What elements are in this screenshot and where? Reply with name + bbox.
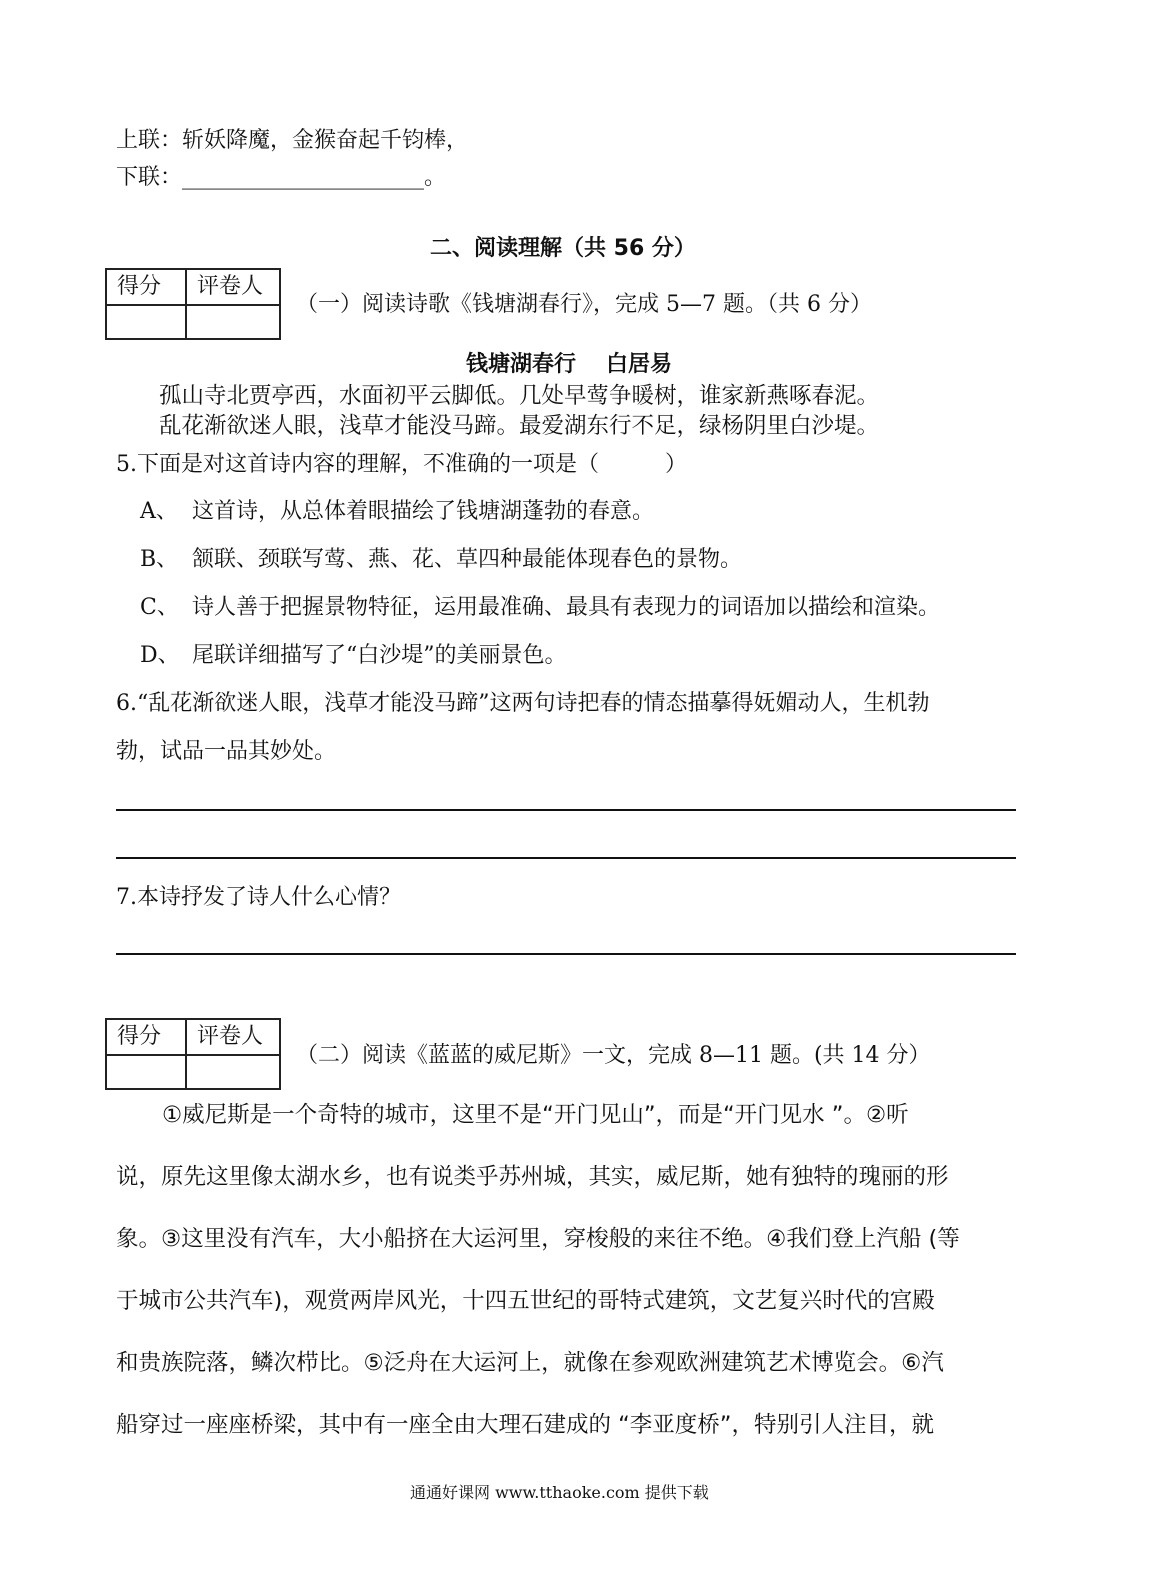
- passage: [116, 1084, 1016, 1456]
- q5-option-c: [140, 593, 940, 623]
- page-footer: 通通好课网 www.tthaoke.com 提供下载: [410, 1483, 709, 1502]
- passage-line: 象。③这里没有汽车，大小船挤在大运河里，穿梭般的来往不绝。④我们登上汽船 (等: [116, 1226, 960, 1252]
- option-key: B、: [140, 547, 179, 572]
- passage-line: ①威尼斯是一个奇特的城市，这里不是“开门见山”，而是“开门见水 ”。②听: [162, 1102, 909, 1128]
- couplet-lower-blank: ______________________: [182, 165, 425, 190]
- q6-answer-line-1[interactable]: [116, 809, 1016, 811]
- couplet-lower-label: 下联：: [116, 165, 183, 190]
- q5-option-b: [140, 545, 742, 575]
- passage-line: 说，原先这里像太湖水乡，也有说类乎苏州城，其实，威尼斯，她有独特的瑰丽的形: [116, 1164, 949, 1190]
- score-label: 得分: [117, 274, 162, 299]
- q6-answer-line-2[interactable]: [116, 857, 1016, 859]
- q5-stem: 5.下面是对这首诗内容的理解，不准确的一项是（ ）: [116, 452, 687, 477]
- passage-line: 船穿过一座座桥梁，其中有一座全由大理石建成的 “李亚度桥”，特别引人注目，就: [116, 1412, 934, 1438]
- q6-line-1: 6.“乱花渐欲迷人眼，浅草才能没马蹄”这两句诗把春的情态描摹得妩媚动人，生机勃: [116, 691, 930, 716]
- grader-label: 评卷人: [197, 1024, 264, 1049]
- option-key: A、: [140, 499, 178, 524]
- score-box-1: [105, 268, 281, 340]
- poem-title: 钱塘湖春行: [466, 352, 577, 377]
- option-text: 这首诗，从总体着眼描绘了钱塘湖蓬勃的春意。: [192, 499, 655, 524]
- option-key: C、: [140, 595, 179, 620]
- q5-option-a: [140, 497, 654, 527]
- couplet-upper: 上联：斩妖降魔，金猴奋起千钧棒，: [116, 128, 469, 153]
- option-text: 诗人善于把握景物特征，运用最准确、最具有表现力的词语加以描绘和渲染。: [192, 595, 941, 620]
- poem-author: 白居易: [606, 352, 673, 377]
- score-box-2: [105, 1018, 281, 1090]
- q5-option-d: [140, 641, 567, 671]
- score-label: 得分: [117, 1024, 162, 1049]
- section-title: 二、阅读理解（共 56 分）: [430, 236, 696, 261]
- q6-line-2: 勃，试品一品其妙处。: [116, 739, 337, 764]
- poem-heading: [466, 350, 672, 380]
- part1-intro: （一）阅读诗歌《钱塘湖春行》，完成 5—7 题。（共 6 分）: [296, 292, 872, 317]
- passage-line: 和贵族院落，鳞次栉比。⑤泛舟在大运河上，就像在参观欧洲建筑艺术博览会。⑥汽: [116, 1350, 944, 1376]
- poem-line-2: 乱花渐欲迷人眼，浅草才能没马蹄。最爱湖东行不足，绿杨阴里白沙堤。: [159, 413, 880, 439]
- q7-answer-line[interactable]: [116, 953, 1016, 955]
- couplet-lower: [116, 163, 446, 193]
- passage-line: 于城市公共汽车)，观赏两岸风光，十四五世纪的哥特式建筑，文艺复兴时代的宫殿: [116, 1288, 935, 1314]
- q7-stem: 7.本诗抒发了诗人什么心情？: [116, 885, 401, 910]
- option-text: 颔联、颈联写莺、燕、花、草四种最能体现春色的景物。: [192, 547, 743, 572]
- poem-line-1: 孤山寺北贾亭西，水面初平云脚低。几处早莺争暖树，谁家新燕啄春泥。: [159, 383, 880, 409]
- option-text: 尾联详细描写了“白沙堤”的美丽景色。: [192, 643, 567, 668]
- grader-label: 评卷人: [197, 274, 264, 299]
- option-key: D、: [140, 643, 180, 668]
- part2-intro: （二）阅读《蓝蓝的威尼斯》一文，完成 8—11 题。(共 14 分）: [296, 1043, 931, 1068]
- couplet-lower-end: 。: [424, 165, 447, 190]
